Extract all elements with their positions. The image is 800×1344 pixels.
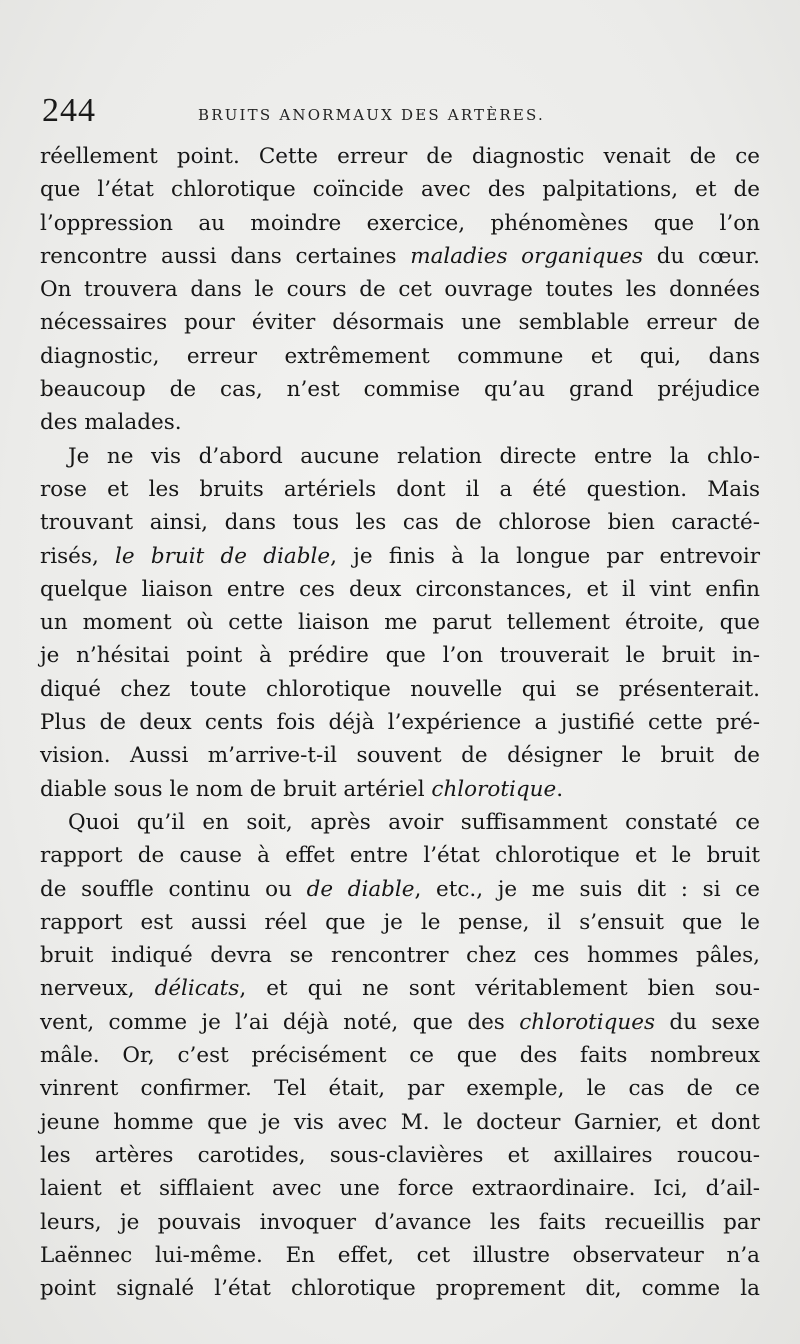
text-segment: vinrent confirmer. Tel était, par exemple, le cas de ce [40, 1076, 760, 1102]
text-segment: rapport est aussi réel que je le pense, il s’ensuit que le [40, 909, 760, 935]
text-segment: bruit indiqué devra se rencontrer chez ces hommes pâles, [40, 943, 760, 969]
text-segment: Plus de deux cents fois déjà l’expérience a justifié cette pré- [40, 710, 760, 736]
text-line [40, 506, 760, 539]
italic-text: le bruit de diable [115, 543, 331, 569]
text-segment: , etc., je me suis dit : si ce [414, 876, 760, 902]
text-line [40, 806, 760, 839]
text-segment: Quoi qu’il en soit, après avoir suffisamment constaté ce [68, 809, 760, 835]
text-line [40, 140, 760, 173]
text-line [40, 540, 760, 573]
text-segment: du cœur. [643, 243, 760, 269]
text-line [40, 839, 760, 872]
text-line [40, 606, 760, 639]
text-line [40, 1272, 760, 1305]
text-line [40, 1039, 760, 1072]
text-line [40, 906, 760, 939]
text-line [40, 440, 760, 473]
text-line [40, 1239, 760, 1272]
text-segment: jeune homme que je vis avec M. le docteur Garnier, et dont [40, 1109, 760, 1135]
text-segment: quelque liaison entre ces deux circonstances, et il vint enfin [40, 576, 760, 602]
text-segment: beaucoup de cas, n’est commise qu’au grand préjudice [40, 377, 760, 403]
text-segment: vision. Aussi m’arrive-t-il souvent de désigner le bruit de [40, 743, 760, 769]
text-segment: Laënnec lui-même. En effet, cet illustre observateur n’a [40, 1242, 760, 1268]
text-segment: l’oppression au moindre exercice, phénomènes que l’on [40, 210, 760, 236]
italic-text: délicats [154, 976, 240, 1002]
text-segment: trouvant ainsi, dans tous les cas de chlorose bien caracté- [40, 510, 760, 536]
italic-text: chlorotique [431, 776, 557, 802]
text-segment: laient et sifflaient avec une force extraordinaire. Ici, d’ail- [40, 1176, 760, 1202]
text-segment: des malades. [40, 410, 182, 436]
text-segment: Je ne vis d’abord aucune relation directe entre la chlo- [68, 443, 760, 469]
text-line [40, 273, 760, 306]
running-title: BRUITS ANORMAUX DES ARTÈRES. [198, 106, 545, 124]
page-number: 244 [42, 92, 96, 129]
text-segment: un moment où cette liaison me parut tellement étroite, que [40, 610, 760, 636]
text-line [40, 373, 760, 406]
text-line [40, 1172, 760, 1205]
text-line [40, 873, 760, 906]
text-line [40, 739, 760, 772]
text-line [40, 639, 760, 672]
body-text [40, 140, 760, 1305]
text-line [40, 406, 760, 439]
text-segment: nécessaires pour éviter désormais une semblable erreur de [40, 310, 760, 336]
text-segment: je n’hésitai point à prédire que l’on trouverait le bruit in- [40, 643, 760, 669]
text-segment: risés, [40, 543, 116, 569]
text-segment: du sexe [655, 1009, 760, 1035]
text-segment: rose et les bruits artériels dont il a été question. Mais [40, 476, 760, 502]
text-segment: mâle. Or, c’est précisément ce que des faits nombreux [40, 1043, 760, 1069]
text-line [40, 306, 760, 339]
text-line [40, 173, 760, 206]
text-line [40, 972, 760, 1005]
text-segment: nerveux, [40, 976, 155, 1002]
text-segment: On trouvera dans le cours de cet ouvrage toutes les données [40, 277, 760, 303]
text-line [40, 1006, 760, 1039]
text-line [40, 340, 760, 373]
text-segment: diqué chez toute chlorotique nouvelle qui se présenterait. [40, 676, 760, 702]
italic-text: chlorotiques [519, 1009, 656, 1035]
text-line [40, 473, 760, 506]
text-segment: de souffle continu ou [40, 876, 307, 902]
text-segment: leurs, je pouvais invoquer d’avance les faits recueillis par [40, 1209, 760, 1235]
text-segment: rapport de cause à effet entre l’état chlorotique et le bruit [40, 843, 760, 869]
text-segment: vent, comme je l’ai déjà noté, que des [40, 1009, 520, 1035]
text-segment: , je finis à la longue par entrevoir [330, 543, 760, 569]
text-line [40, 773, 760, 806]
text-segment: . [556, 776, 564, 802]
text-segment: les artères carotides, sous-clavières et axillaires roucou- [40, 1142, 760, 1168]
italic-text: de diable [306, 876, 415, 902]
text-segment: diagnostic, erreur extrêmement commune et qui, dans [40, 343, 760, 369]
text-segment: point signalé l’état chlorotique proprement dit, comme la [40, 1276, 760, 1302]
italic-text: maladies organiques [410, 243, 644, 269]
text-line [40, 673, 760, 706]
text-segment: que l’état chlorotique coïncide avec des palpitations, et de [40, 177, 760, 203]
text-line [40, 939, 760, 972]
text-line [40, 1206, 760, 1239]
text-segment: diable sous le nom de bruit artériel [40, 776, 432, 802]
text-line [40, 706, 760, 739]
text-line [40, 1072, 760, 1105]
text-line [40, 1139, 760, 1172]
text-segment: réellement point. Cette erreur de diagnostic venait de ce [40, 144, 760, 169]
text-line [40, 207, 760, 240]
text-line [40, 573, 760, 606]
text-line [40, 240, 760, 273]
page-header [40, 92, 760, 132]
text-line [40, 1106, 760, 1139]
text-segment: , et qui ne sont véritablement bien sou- [239, 976, 760, 1002]
text-segment: rencontre aussi dans certaines [40, 243, 411, 269]
